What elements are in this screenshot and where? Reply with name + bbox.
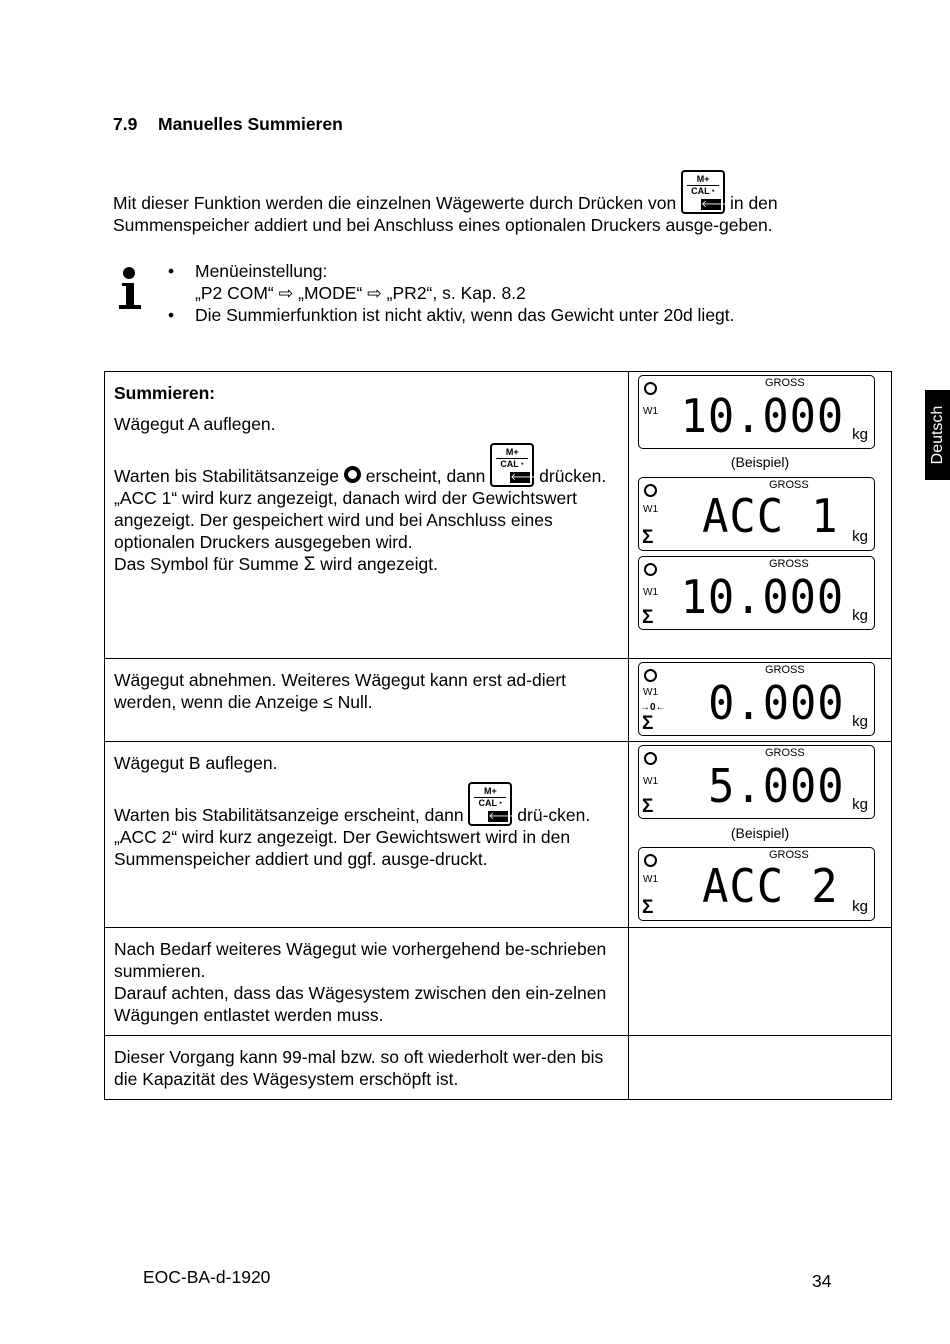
stability-indicator-icon: [644, 484, 657, 497]
scale-display: [638, 847, 875, 921]
gross-label: GROSS: [765, 747, 805, 759]
gross-label: GROSS: [769, 558, 809, 570]
key-label-top: M+: [505, 447, 519, 457]
scale-display: [638, 662, 875, 736]
intro-text-1: Mit dieser Funktion werden die einzelnen Wägewerte durch Drücken von: [113, 193, 677, 213]
step-paragraph: [114, 553, 620, 576]
step-paragraph: [114, 443, 620, 553]
step-text-part: drü-cken. „ACC 2“ wird kurz angezeigt. Der Gewichtswert wird in den Summenspeicher addiert und ggf. ausge-druckt.: [114, 805, 591, 869]
display-value: 10.000: [680, 389, 844, 443]
unit-label: kg: [852, 898, 868, 915]
scale-display: [638, 745, 875, 819]
language-tab-label: Deutsch: [929, 405, 946, 465]
step-text: [105, 928, 629, 1036]
display-value: ACC 1: [701, 489, 838, 543]
step-paragraph: [114, 782, 620, 870]
steps-table: [104, 371, 892, 1100]
step-paragraph: Wägegut abnehmen. Weiteres Wägegut kann erst ad-diert werden, wenn die Anzeige ≤ Null.: [114, 670, 567, 712]
table-row: [105, 928, 892, 1036]
bullet-text-line2: „P2 COM“ ⇨ „MODE“ ⇨ „PR2“, s. Kap. 8.2: [195, 283, 526, 303]
step-paragraph: Wägegut B auflegen.: [114, 753, 278, 773]
section-heading: [113, 114, 343, 135]
step-text: [105, 372, 629, 659]
table-row: [105, 659, 892, 742]
display-value: 0.000: [707, 676, 844, 730]
scale-display: [638, 477, 875, 551]
unit-label: kg: [852, 713, 868, 730]
unit-label: kg: [852, 426, 868, 443]
intro-paragraph: [113, 170, 818, 236]
w1-label: W1: [643, 687, 658, 698]
step-text-part: Warten bis Stabilitätsanzeige erscheint, dann: [114, 805, 469, 825]
unit-label: kg: [852, 607, 868, 624]
table-row: [105, 742, 892, 928]
step-text-part: Das Symbol für Summe: [114, 554, 304, 574]
unit-label: kg: [852, 528, 868, 545]
step-paragraph: Nach Bedarf weiteres Wägegut wie vorhergehend be-schrieben summieren.: [114, 939, 607, 981]
gross-label: GROSS: [769, 849, 809, 861]
sigma-icon: Σ: [642, 607, 654, 628]
step-title: Summieren:: [114, 383, 216, 403]
step-displays-empty: [629, 1036, 892, 1100]
zero-indicator-icon: →0←: [640, 702, 666, 713]
bullet-text: Die Summierfunktion ist nicht aktiv, wenn das Gewicht unter 20d liegt.: [195, 305, 735, 325]
key-label-top: M+: [696, 174, 710, 184]
stability-indicator-icon: [644, 752, 657, 765]
intro-text-2: in den Summenspeicher addiert und bei Anschluss eines optionalen Druckers ausge-geben.: [113, 193, 778, 235]
mcal-key-icon: [490, 443, 538, 487]
mcal-key-icon: [681, 170, 728, 214]
w1-label: W1: [643, 406, 658, 417]
step-paragraph: Wägegut A auflegen.: [114, 414, 276, 434]
w1-label: W1: [643, 874, 658, 885]
step-paragraph: Dieser Vorgang kann 99-mal bzw. so oft wiederholt wer-den bis die Kapazität des Wägesystem erschöpft ist.: [114, 1047, 604, 1089]
step-displays: [629, 742, 892, 928]
step-text-part: drücken. „ACC 1“ wird kurz angezeigt, danach wird der Gewichtswert angezeigt. Der gespeichert wird und bei Anschluss eines optionalen Druckers ausgegeben wird.: [114, 466, 607, 552]
w1-label: W1: [643, 776, 658, 787]
step-paragraph: Darauf achten, dass das Wägesystem zwischen den ein-zelnen Wägungen entlastet werden muss.: [114, 983, 607, 1025]
scale-display: [638, 375, 875, 449]
unit-label: kg: [852, 796, 868, 813]
section-number: 7.9: [113, 114, 138, 134]
gross-label: GROSS: [765, 377, 805, 389]
example-caption: (Beispiel): [730, 454, 790, 470]
gross-label: GROSS: [765, 664, 805, 676]
key-label-top: M+: [484, 786, 497, 796]
document-id: EOC-BA-d-1920: [143, 1267, 271, 1287]
w1-label: W1: [643, 504, 658, 515]
step-text: [105, 742, 629, 928]
sigma-icon: Σ: [642, 796, 654, 817]
key-label-arrow: 🡐: [510, 472, 538, 483]
bullet-item: [168, 260, 848, 304]
bullet-item: [168, 304, 848, 326]
display-value: 10.000: [680, 570, 844, 624]
stability-icon: [344, 466, 361, 483]
stability-indicator-icon: [644, 669, 657, 682]
bullet-text: Menüeinstellung:: [195, 261, 328, 281]
key-label-middle: CAL◔: [474, 797, 506, 808]
sigma-icon: Σ: [642, 527, 654, 548]
language-tab: [925, 390, 950, 480]
sigma-icon: Σ: [642, 897, 654, 918]
bullet-dot: •: [168, 305, 175, 325]
stability-indicator-icon: [644, 854, 657, 867]
table-row: [105, 1036, 892, 1100]
sigma-icon: Σ: [303, 554, 316, 575]
mcal-key-icon: [468, 782, 516, 826]
key-label-arrow: 🡐: [701, 199, 728, 210]
info-icon: [115, 266, 145, 312]
stability-indicator-icon: [644, 382, 657, 395]
step-text-part: erscheint, dann: [360, 466, 491, 486]
key-label-middle: CAL◔: [687, 185, 719, 196]
step-text: [105, 659, 629, 742]
scale-display: [638, 556, 875, 630]
w1-label: W1: [643, 587, 658, 598]
step-text-part: Warten bis Stabilitätsanzeige: [114, 466, 344, 486]
key-label-arrow: 🡐: [488, 811, 516, 822]
step-displays: [629, 372, 892, 659]
example-caption: (Beispiel): [730, 825, 790, 841]
page-number: 34: [812, 1271, 832, 1291]
step-text-part: wird angezeigt.: [315, 554, 438, 574]
step-text: [105, 1036, 629, 1100]
key-label-middle: CAL◔: [496, 458, 528, 469]
table-row: [105, 372, 892, 659]
sigma-icon: Σ: [642, 713, 654, 734]
gross-label: GROSS: [769, 479, 809, 491]
display-value: 5.000: [707, 759, 844, 813]
bullet-dot: •: [168, 261, 175, 281]
info-bullets: [168, 260, 848, 326]
display-value: ACC 2: [701, 859, 838, 913]
step-displays: [629, 659, 892, 742]
stability-indicator-icon: [644, 563, 657, 576]
section-title: Manuelles Summieren: [158, 114, 343, 134]
step-displays-empty: [629, 928, 892, 1036]
